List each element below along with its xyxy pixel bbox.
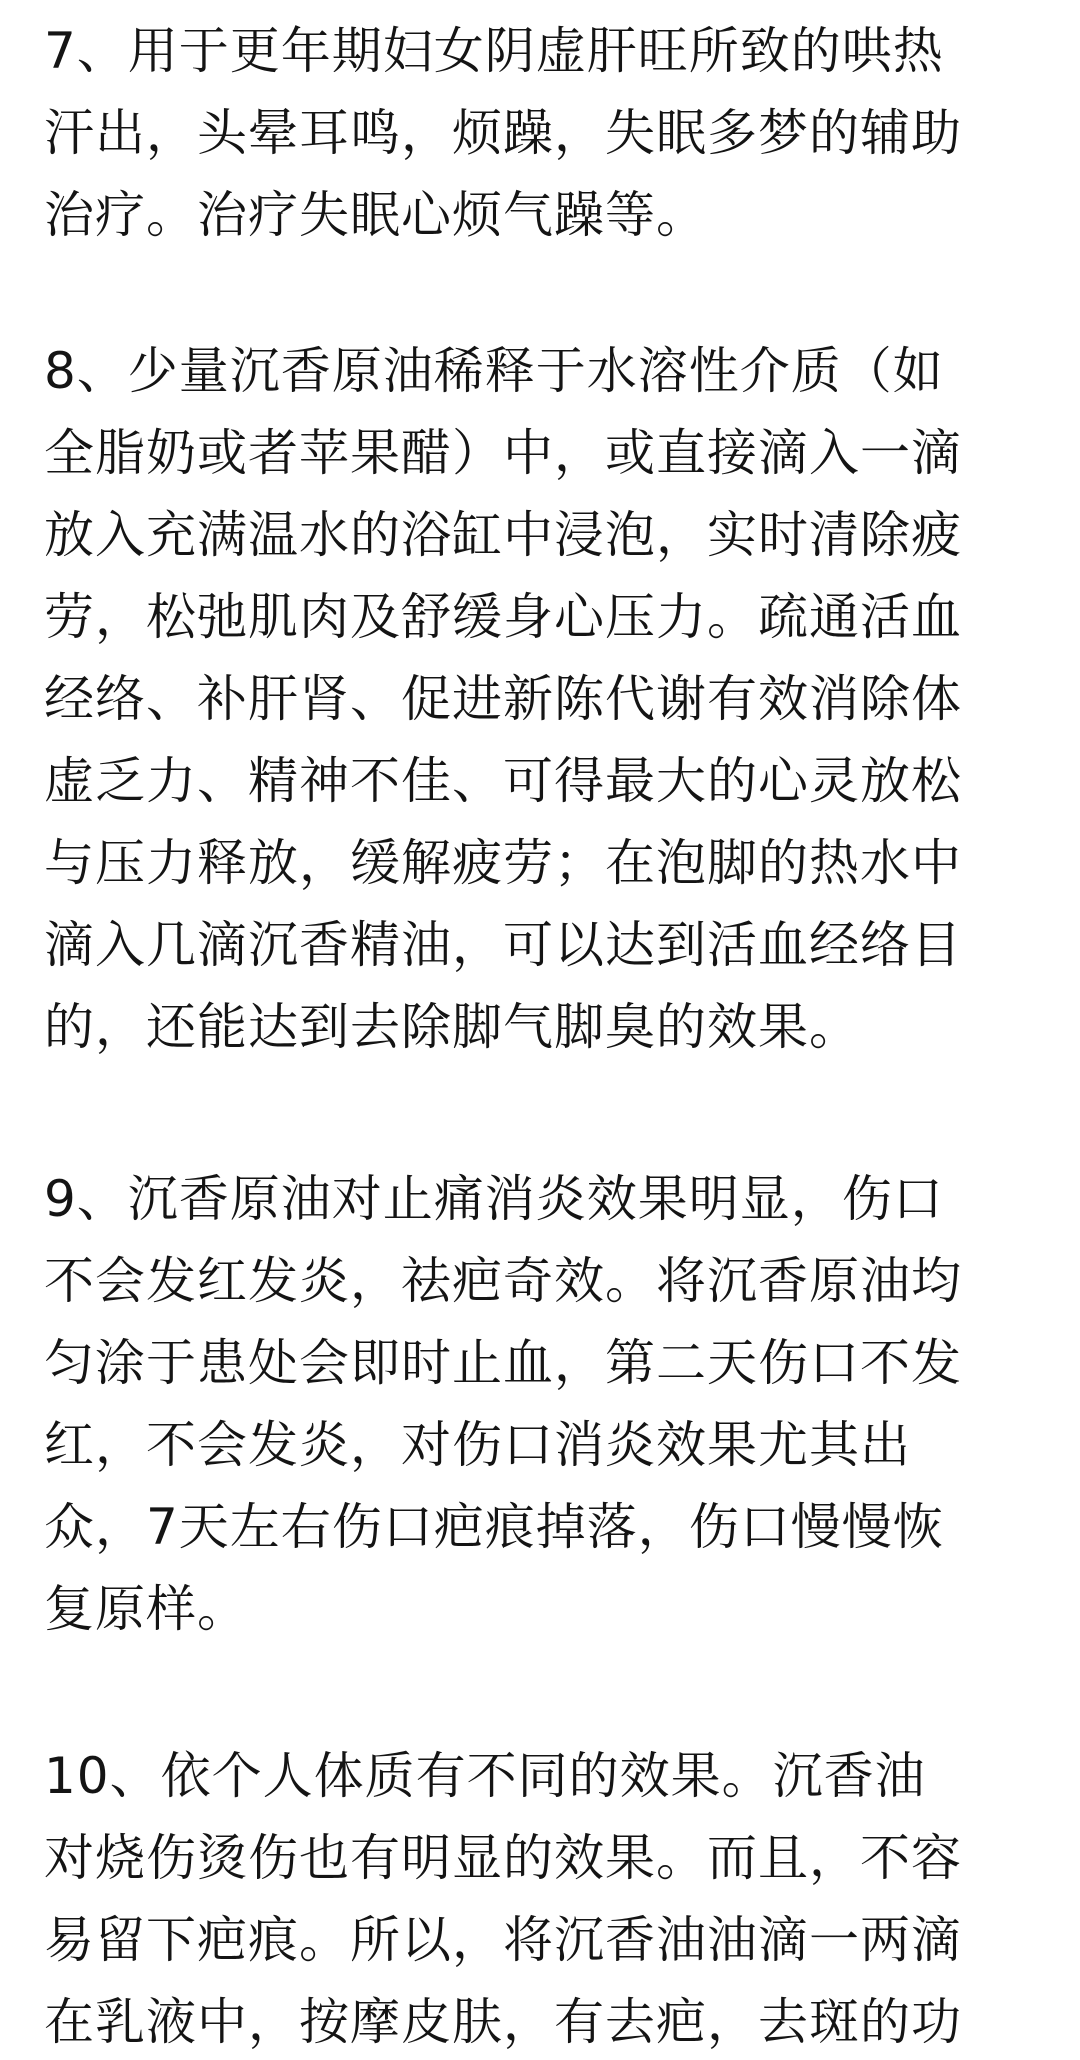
paragraph-line: 易留下疤痕。所以，将沉香油油滴一两滴 (44, 1911, 962, 1969)
paragraph-line: 放入充满温水的浴缸中浸泡，实时清除疲 (44, 506, 962, 564)
paragraph-line: 复原样。 (44, 1580, 248, 1638)
paragraph-line: 虚乏力、精神不佳、可得最大的心灵放松 (44, 752, 962, 810)
paragraph-line: 红，不会发炎，对伤口消炎效果尤其出 (44, 1416, 911, 1474)
paragraph-line: 10、依个人体质有不同的效果。沉香油 (44, 1747, 926, 1805)
paragraph-line: 不会发红发炎，祛疤奇效。将沉香原油均 (44, 1252, 962, 1310)
paragraph-line: 与压力释放，缓解疲劳；在泡脚的热水中 (44, 834, 962, 892)
paragraph-line: 8、少量沉香原油稀释于水溶性介质（如 (44, 342, 944, 400)
paragraph-8 (0, 330, 1080, 1068)
paragraph-line: 匀涂于患处会即时止血，第二天伤口不发 (44, 1334, 962, 1392)
paragraph-10 (0, 1735, 1080, 2060)
paragraph-line: 众，7天左右伤口疤痕掉落，伤口慢慢恢 (44, 1498, 944, 1556)
paragraph-line: 9、沉香原油对止痛消炎效果明显，伤口 (44, 1170, 944, 1228)
paragraph-line: 滴入几滴沉香精油，可以达到活血经络目 (44, 916, 962, 974)
paragraph-line: 7、用于更年期妇女阴虚肝旺所致的哄热 (44, 22, 944, 80)
paragraph-line: 全脂奶或者苹果醋）中，或直接滴入一滴 (44, 424, 962, 482)
paragraph-line: 在乳液中，按摩皮肤，有去疤，去斑的功 (44, 1993, 962, 2051)
paragraph-line: 治疗。治疗失眠心烦气躁等。 (44, 186, 707, 244)
paragraph-9 (0, 1158, 1080, 1650)
paragraph-7 (0, 10, 1080, 256)
paragraph-line: 汗出，头晕耳鸣，烦躁，失眠多梦的辅助 (44, 104, 962, 162)
paragraph-line: 的，还能达到去除脚气脚臭的效果。 (44, 998, 860, 1056)
paragraph-line: 劳，松弛肌肉及舒缓身心压力。疏通活血 (44, 588, 962, 646)
paragraph-line: 对烧伤烫伤也有明显的效果。而且，不容 (44, 1829, 962, 1887)
paragraph-line: 经络、补肝肾、促进新陈代谢有效消除体 (44, 670, 962, 728)
